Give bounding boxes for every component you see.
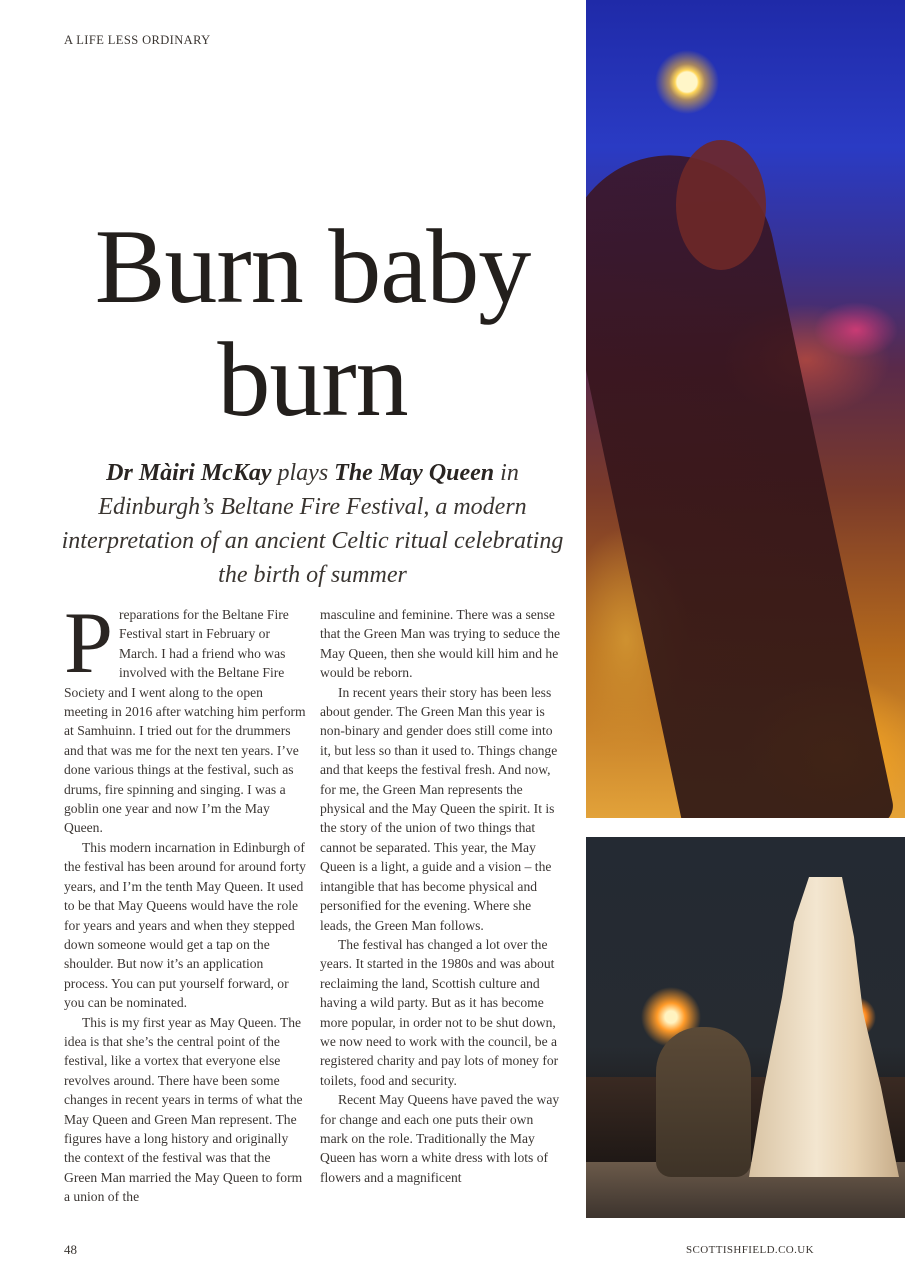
- paragraph: This is my first year as May Queen. The idea is that she’s the central point of the festival, like a vortex that everyone else revolves around. There have been some changes in recent years in terms of what the May Queen and Green Man represent. The figures have a long history and originally the context of the festival was that the Green Man married the May Queen to form a union of the: [64, 1014, 303, 1205]
- paragraph: masculine and feminine. There was a sense that the Green Man was trying to seduce the May Queen, then she would kill him and he would be reborn.: [320, 607, 561, 681]
- drop-cap: P: [64, 595, 113, 692]
- photo-head-shape: [676, 140, 766, 270]
- standfirst-name: Dr Màiri McKay: [106, 460, 272, 486]
- may-queen-photo: [586, 837, 905, 1218]
- standfirst-role: The May Queen: [334, 460, 495, 486]
- standfirst-text-1: plays: [271, 460, 335, 486]
- paragraph: In recent years their story has been less about gender. The Green Man this year is non-binary and gender does still come into it, but less so than it used to. Things change and that keeps the festival fresh. And now, for me, the Green Man represents the physical and the May Queen the spirit. It is the story of the union of two things that cannot be separated. This year, the May Queen is a light, a guide and a vision – the intangible that has become physical and personified for the evening. Where she leads, the Green Man follows.: [320, 684, 558, 933]
- paragraph: Recent May Queens have paved the way for change and each one puts their own mark on the role. Traditionally the May Queen has worn a white dress with lots of flowers and a magnificent: [320, 1092, 560, 1185]
- standfirst-text-2: in Edinburgh’s Beltane Fire Festival, a modern interpretation of an ancient Celtic ritual celebrating the birth of summer: [61, 460, 564, 588]
- photo-green-man-shape: [656, 1027, 751, 1177]
- standfirst: [50, 456, 575, 592]
- body-column-1: [64, 595, 307, 1207]
- body-column-2: [320, 605, 563, 1187]
- title-line-1: Burn baby: [94, 208, 531, 325]
- festival-photo-top: [586, 0, 905, 818]
- title-line-2: burn: [217, 321, 408, 438]
- paragraph: [64, 595, 307, 838]
- section-kicker: A LIFE LESS ORDINARY: [64, 33, 211, 47]
- article-title: [40, 210, 585, 436]
- paragraph-text: reparations for the Beltane Fire Festival start in February or March. I had a friend who was involved with the Beltane Fire Society and I went along to the open meeting in 2016 after watching him perform at Samhuinn. I tried out for the drummers and that was me for the next ten years. I’ve done various things at the festival, such as drums, fire spinning and singing. I was a goblin one year and now I’m the May Queen.: [64, 607, 306, 836]
- page-number: 48: [64, 1242, 77, 1257]
- paragraph: The festival has changed a lot over the years. It started in the 1980s and was about reclaiming the land, Scottish culture and having a wild party. But as it has become more popular, in order not to be shut down, we now need to work with the council, be a registered charity and pay lots of money for toilets, food and security.: [320, 936, 559, 1088]
- photo-may-queen-shape: [749, 877, 899, 1177]
- website-url: SCOTTISHFIELD.CO.UK: [686, 1244, 814, 1256]
- paragraph: This modern incarnation in Edinburgh of the festival has been around for around forty years, and I’m the tenth May Queen. It used to be that May Queens would have the role for years and years and when they stepped down someone would get a tap on the shoulder. But now it’s an application process. You can put yourself forward, or you can be nominated.: [64, 839, 306, 1011]
